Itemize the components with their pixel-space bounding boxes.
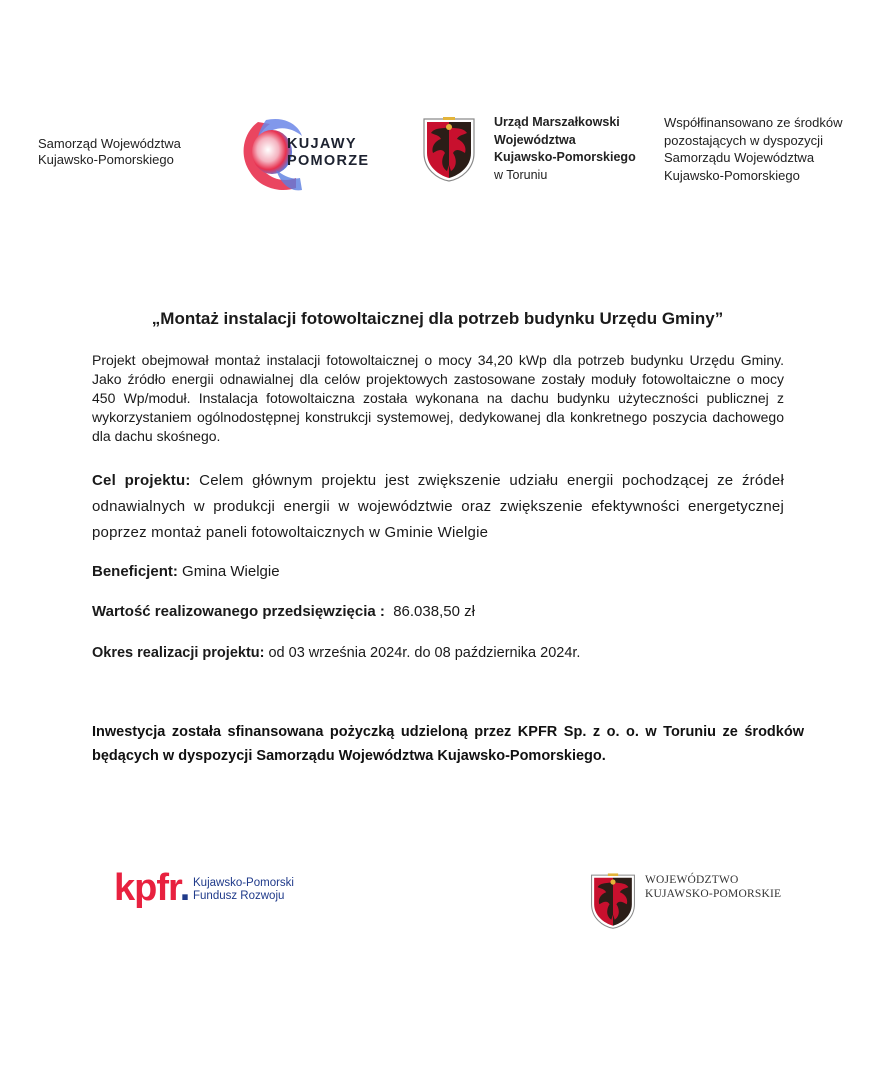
goal-text: Celem głównym projektu jest zwiększenie udziału energii pochodzącej ze źródeł odnawialnych w produkcji energii w województwie oraz zwiększenie efektywności energetycznej poprzez montaż paneli fotowoltaicznych w Gminie Wielgie bbox=[92, 472, 785, 541]
kpfr-sub-line-2: Fundusz Rozwoju bbox=[193, 890, 285, 902]
kujawy-word: KUJAWY bbox=[287, 136, 357, 152]
project-value bbox=[92, 603, 475, 620]
value-label: Wartość realizowanego przedsięwzięcia : bbox=[92, 603, 385, 620]
kpfr-subtitle bbox=[193, 877, 294, 903]
wspolfinansowano-text bbox=[664, 114, 842, 184]
project-goal bbox=[92, 468, 784, 546]
wojewodztwo-text bbox=[645, 873, 781, 901]
period-label: Okres realizacji projektu: bbox=[92, 645, 265, 661]
project-period bbox=[92, 645, 580, 661]
kpfr-sub-line-1: Kujawsko-Pomorski bbox=[193, 877, 294, 889]
financing-note: Inwestycja została sfinansowana pożyczką udzieloną przez KPFR Sp. z o. o. w Toruniu ze środków będących w dyspozycji Samorządu Województwa Kujawsko-Pomorskiego. bbox=[92, 724, 804, 764]
kpfr-logo: kpfr. bbox=[114, 867, 190, 909]
wojewodztwo-coat-of-arms-icon bbox=[589, 869, 637, 931]
urzad-line-1: Urząd Marszałkowski bbox=[494, 115, 620, 129]
coat-of-arms-icon bbox=[421, 113, 477, 183]
beneficiary-label: Beneficjent: bbox=[92, 563, 178, 580]
urzad-line-3: Kujawsko-Pomorskiego bbox=[494, 150, 636, 164]
wspol-line-4: Kujawsko-Pomorskiego bbox=[664, 167, 800, 183]
beneficiary-value: Gmina Wielgie bbox=[177, 563, 280, 580]
kujawy-pomorze-wordmark bbox=[287, 136, 369, 170]
beneficiary bbox=[92, 563, 280, 580]
pomorze-word: POMORZE bbox=[287, 153, 370, 169]
value-amount: 86.038,50 zł bbox=[384, 603, 475, 620]
samorzad-logo-text bbox=[38, 136, 181, 168]
wspol-line-1: Współfinansowano ze środków bbox=[664, 115, 843, 130]
urzad-marszalkowski-text bbox=[494, 114, 636, 184]
wspol-line-2: pozostających w dyspozycji bbox=[664, 132, 823, 148]
page-title: „Montaż instalacji fotowoltaicznej dla potrzeb budynku Urzędu Gminy” bbox=[151, 309, 724, 328]
kpfr-wordmark: kpfr bbox=[114, 867, 180, 909]
wspol-line-3: Samorządu Województwa bbox=[664, 150, 815, 165]
urzad-line-4: w Toruniu bbox=[494, 167, 548, 182]
samorzad-line-2: Kujawsko-Pomorskiego bbox=[38, 152, 174, 167]
goal-label: Cel projektu: bbox=[92, 472, 191, 489]
wojewodztwo-line-2: KUJAWSKO-POMORSKIE bbox=[645, 888, 782, 900]
urzad-line-2: Województwa bbox=[494, 132, 576, 147]
samorzad-line-1: Samorząd Województwa bbox=[38, 136, 181, 151]
project-description: Projekt obejmował montaż instalacji fotowoltaicznej o mocy 34,20 kWp dla potrzeb budynku Urzędu Gminy. Jako źródło energii odnawialnej dla celów projektowych zastosowane zostały moduły fotowoltaiczne o mocy 450 Wp/moduł. Instalacja fotowoltaiczna została wykonana na dachu budynku użyteczności publicznej z wykorzystaniem ogólnodostępnej konstrukcji systemowej, dedykowanej dla konkretnego poszycia dachowego dla dachu skośnego. bbox=[92, 352, 784, 444]
period-value: od 03 września 2024r. do 08 października 2024r. bbox=[264, 645, 581, 661]
wojewodztwo-line-1: WOJEWÓDZTWO bbox=[645, 874, 739, 886]
